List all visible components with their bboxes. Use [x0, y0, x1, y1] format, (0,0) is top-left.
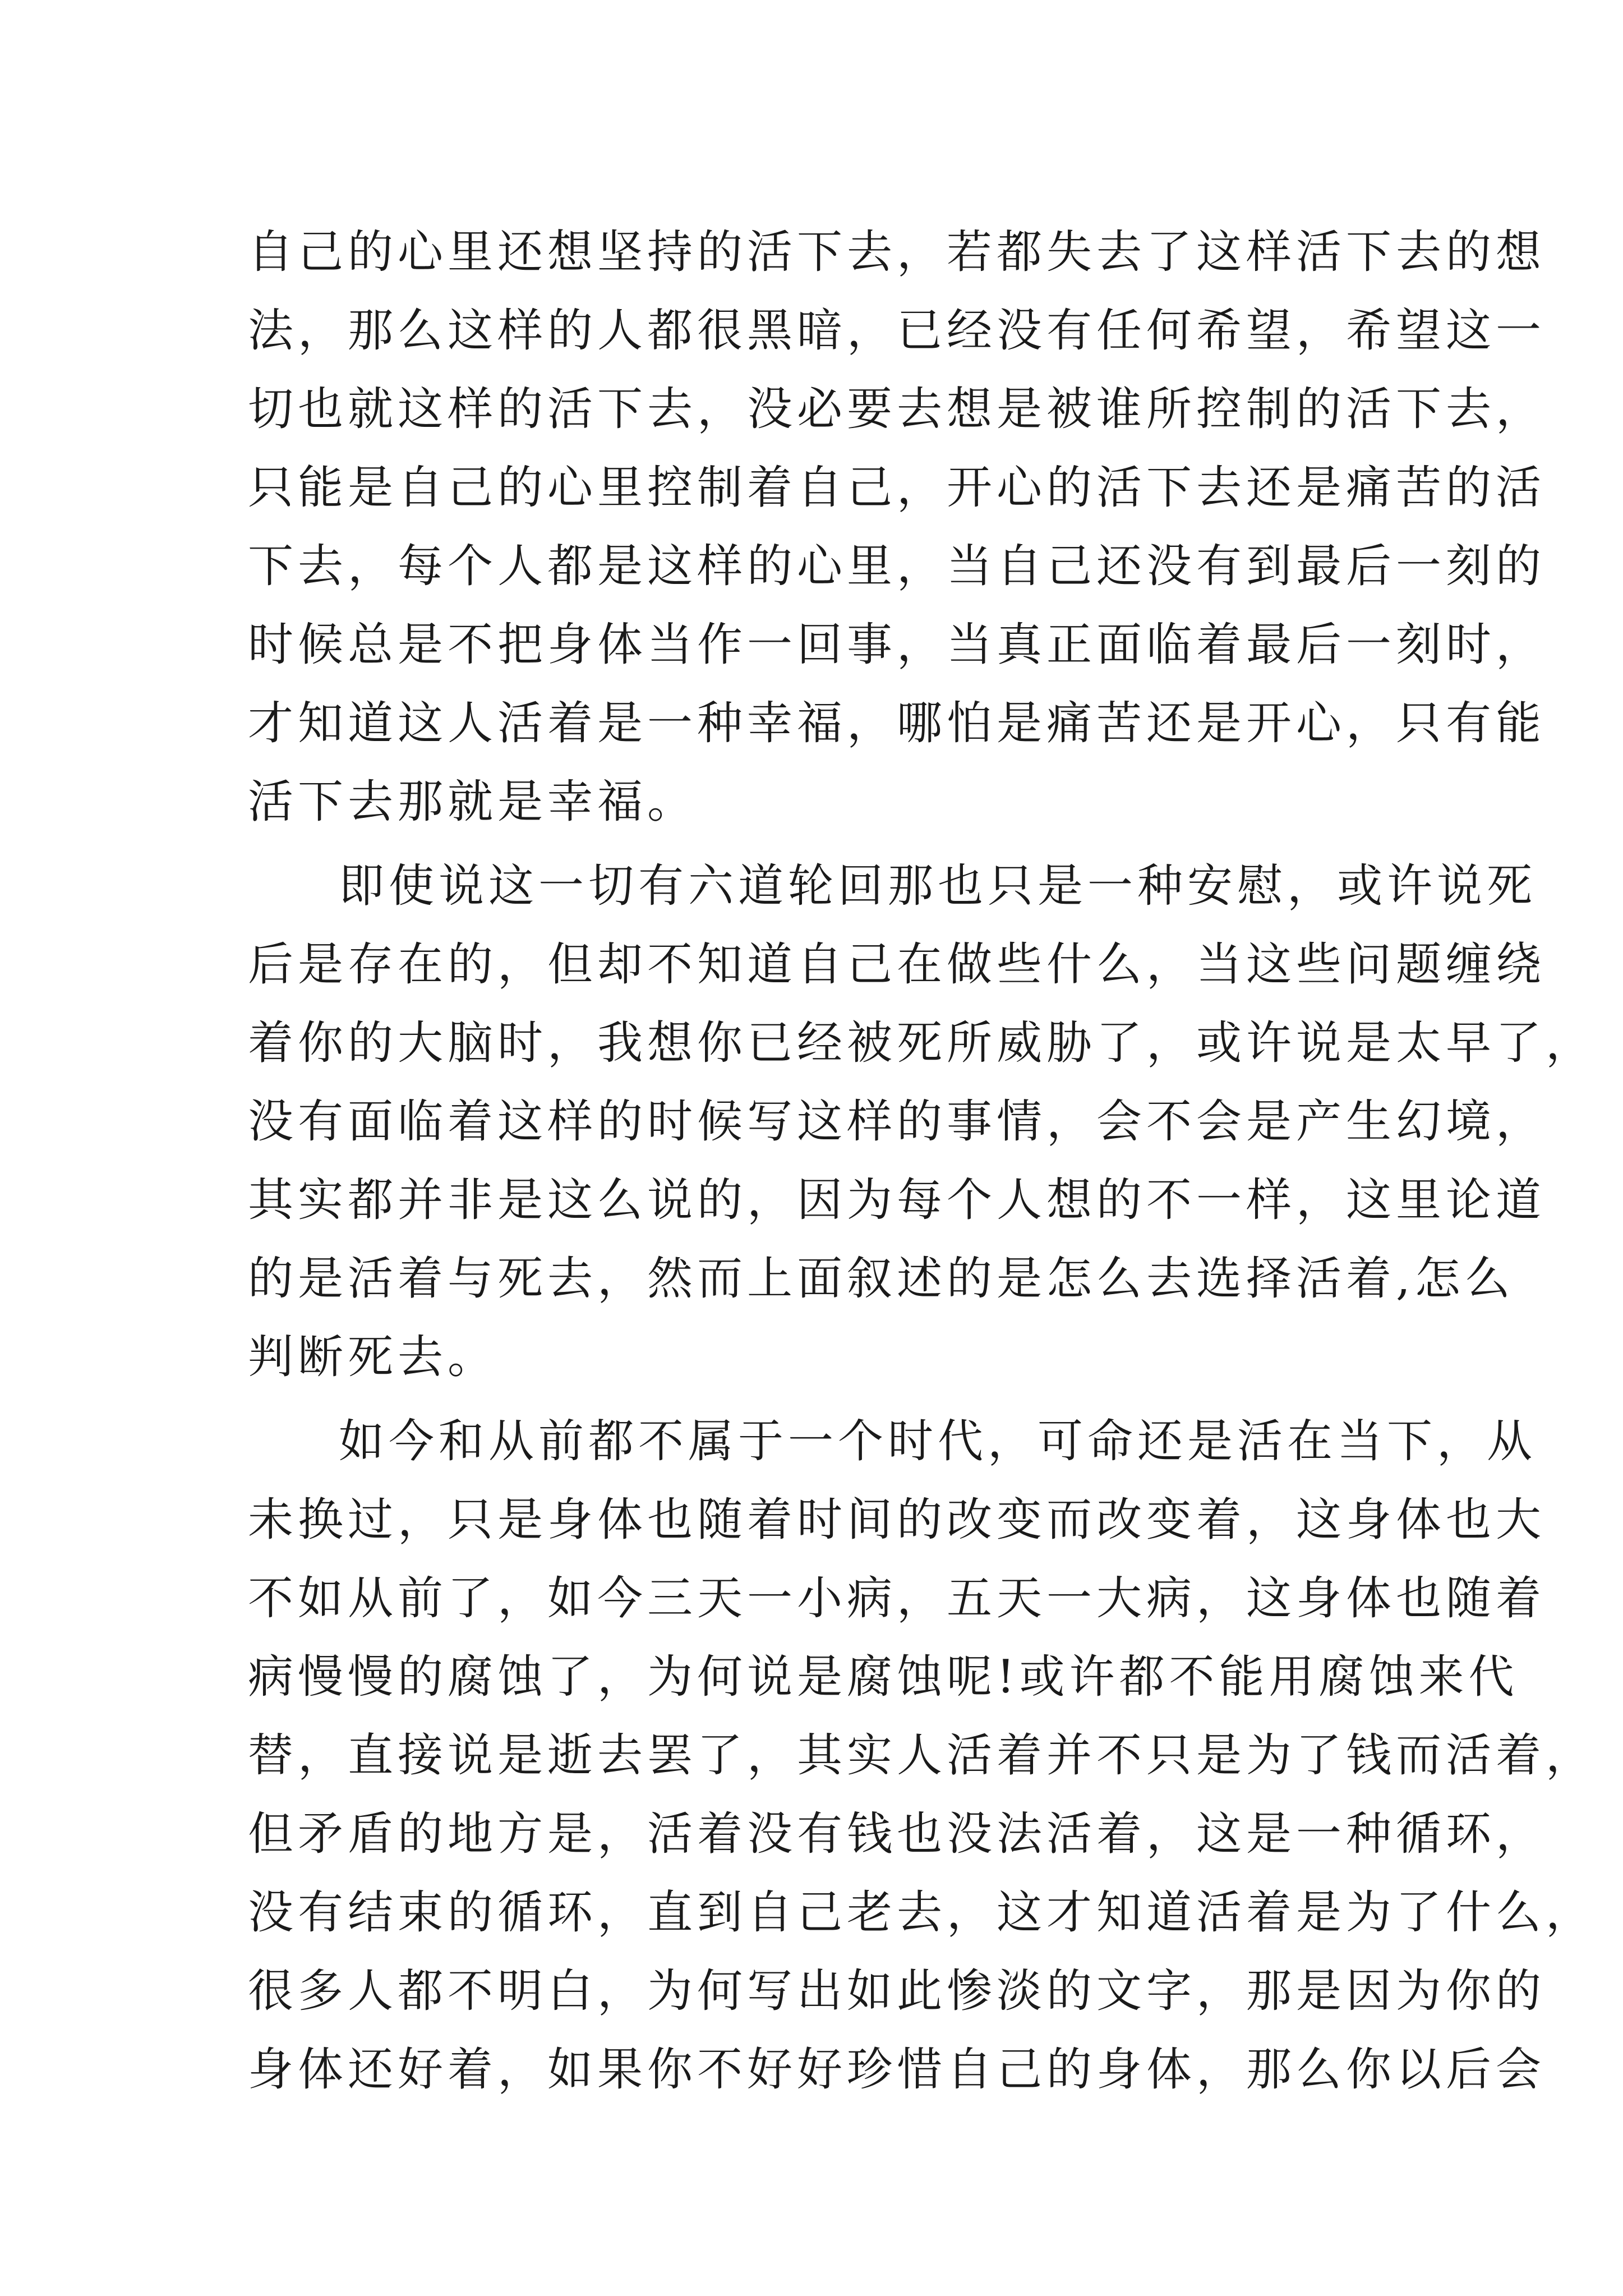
- text-line: 才知道这人活着是一种幸福，哪怕是痛苦还是开心，只有能: [248, 697, 1546, 750]
- paragraph-3: [248, 1402, 1596, 2109]
- text-line: 如今和从前都不属于一个时代，可命还是活在当下，从: [339, 1415, 1537, 1468]
- text-line: 活下去那就是幸福。: [248, 776, 698, 829]
- text-line: 身体还好着，如果你不好好珍惜自己的身体，那么你以后会: [248, 2044, 1546, 2096]
- text-line: 后是存在的，但却不知道自己在做些什么，当这些问题缠绕: [248, 938, 1546, 991]
- text-line: 判断死去。: [248, 1331, 498, 1384]
- text-line: 不如从前了，如今三天一小病，五天一大病，这身体也随着: [248, 1572, 1546, 1625]
- text-line: 病慢慢的腐蚀了，为何说是腐蚀呢!或许都不能用腐蚀来代: [248, 1651, 1519, 1704]
- text-line: 着你的大脑时，我想你已经被死所威胁了，或许说是太早了，: [248, 1017, 1596, 1070]
- text-line: 没有结束的循环，直到自己老去，这才知道活着是为了什么，: [248, 1887, 1596, 1939]
- text-line: 替，直接说是逝去罢了，其实人活着并不只是为了钱而活着，: [248, 1729, 1596, 1782]
- paragraph-2: [248, 847, 1596, 1397]
- text-line: 其实都并非是这么说的，因为每个人想的不一样，这里论道: [248, 1174, 1546, 1227]
- text-line: 只能是自己的心里控制着自己，开心的活下去还是痛苦的活: [248, 462, 1546, 514]
- text-line: 没有面临着这样的时候写这样的事情，会不会是产生幻境，: [248, 1096, 1546, 1148]
- text-line: 自己的心里还想坚持的活下去，若都失去了这样活下去的想: [248, 226, 1546, 279]
- text-line: 很多人都不明白，为何写出如此惨淡的文字，那是因为你的: [248, 1965, 1546, 2018]
- paragraph-gap: [248, 1397, 1398, 1402]
- paragraph-gap: [248, 841, 1398, 847]
- text-line: 切也就这样的活下去，没必要去想是被谁所控制的活下去，: [248, 383, 1546, 436]
- body-text: [248, 213, 1596, 2109]
- text-line: 但矛盾的地方是，活着没有钱也没法活着，这是一种循环，: [248, 1808, 1546, 1861]
- text-line: 的是活着与死去，然而上面叙述的是怎么去选择活着,怎么: [248, 1253, 1515, 1305]
- text-line: 时候总是不把身体当作一回事，当真正面临着最后一刻时，: [248, 619, 1546, 671]
- text-line: 法，那么这样的人都很黑暗，已经没有任何希望，希望这一: [248, 305, 1546, 357]
- paragraph-1: [248, 213, 1546, 841]
- text-line: 未换过，只是身体也随着时间的改变而改变着，这身体也大: [248, 1494, 1546, 1547]
- text-line: 下去，每个人都是这样的心里，当自己还没有到最后一刻的: [248, 540, 1546, 593]
- text-line: 即使说这一切有六道轮回那也只是一种安慰，或许说死: [339, 860, 1537, 913]
